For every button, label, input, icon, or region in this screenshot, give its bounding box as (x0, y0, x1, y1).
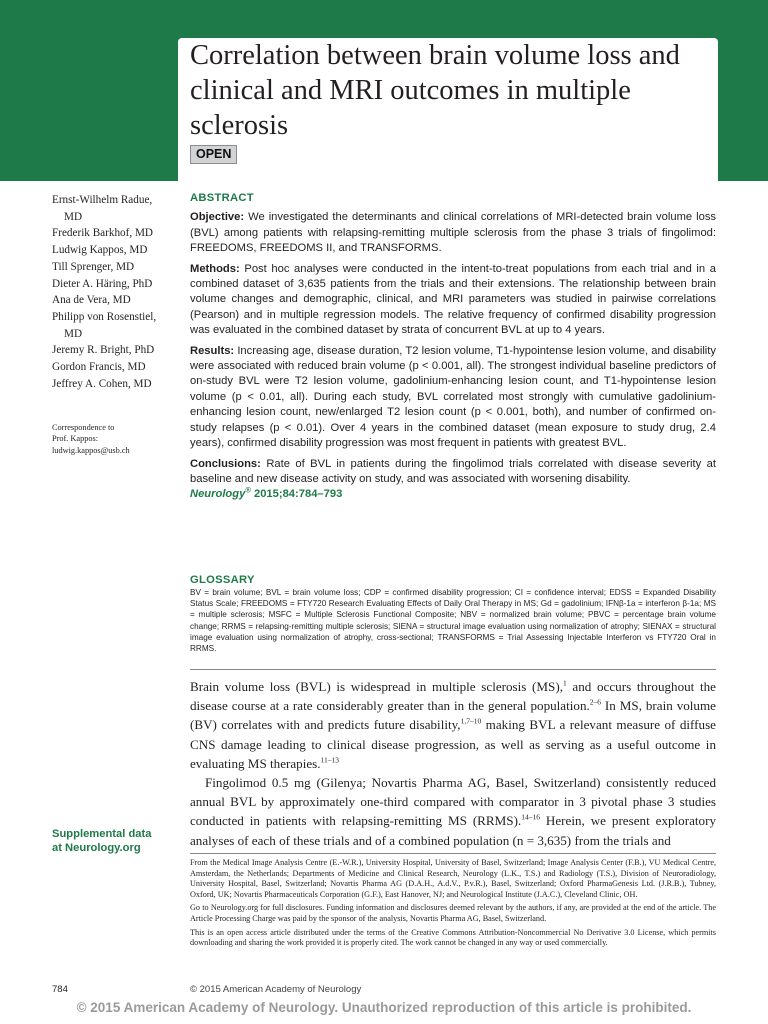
article-body (190, 677, 716, 850)
author-degree: MD (64, 327, 83, 340)
abstract-heading: ABSTRACT (190, 192, 254, 204)
footnote-disclosures: Go to Neurology.org for full disclosures. Funding information and disclosures deemed relevant by the authors, if any, are provided at the end of the article. The Article Processing Charge was paid by the sponsor of the analysis, Novartis Pharma AG, Basel, Switzerland. (190, 903, 716, 923)
citation-details: 2015;84:784–793 (250, 488, 343, 501)
copyright-line: © 2015 American Academy of Neurology (190, 984, 362, 995)
author-name: Ludwig Kappos, MD (52, 244, 148, 257)
title-box (178, 38, 718, 181)
abstract-objective (190, 210, 716, 256)
footnotes (190, 858, 716, 952)
glossary-divider (190, 669, 716, 670)
results-label: Results: (190, 344, 235, 357)
author-name: Frederik Barkhof, MD (52, 227, 153, 240)
correspondence-label: Correspondence to (52, 423, 115, 432)
author-name: Philipp von Rosenstiel, (52, 310, 157, 323)
correspondence-name: Prof. Kappos: (52, 434, 99, 444)
author-name: Ana de Vera, MD (52, 294, 131, 307)
copyright-watermark: © 2015 American Academy of Neurology. Unauthorized reproduction of this article is prohibited. (76, 1000, 692, 1015)
body-paragraph: Brain volume loss (BVL) is widespread in multiple sclerosis (MS),$^1$ and occurs throughout the disease course at a rate considerably greater than in the general population.$^{2-6}$ In MS, brain volume (BV) correlates with and predicts future disability,$^{1,7-10}$ making BVL a relevant measure of diffuse CNS damage leading to clinical disease progression, as well as serving as a useful outcome in evaluating MS therapies.$^{11-13}$ (190, 678, 716, 771)
footnote-license: This is an open access article distributed under the terms of the Creative Commons Attribution-Noncommercial No Derivative 3.0 License, which permits downloading and sharing the work provided it is properly cited. The work cannot be changed in any way or used commercially. (190, 927, 716, 948)
page-number: 784 (52, 984, 68, 995)
citation-reg: ® (245, 485, 251, 495)
abstract-results (190, 344, 716, 452)
results-text: Increasing age, disease duration, T2 lesion volume, T1-hypointense lesion volume, and disability were associated with reduced brain volume (p < 0.001, all). The strongest individual baseline predictors of on-study BVL were T2 lesion volume, gadolinium-enhancing lesion count, and T1-hypointense lesion volume (p < 0.01, all). During each study, BVL correlated most strongly with cumulative gadolinium-enhancing lesion count, new/enlarged T2 lesion count (p < 0.001, both), and number of confirmed on-study relapses (p < 0.01). Over 4 years in the combined dataset (mean exposure to study drug, 2.4 years), confirmed disability progression was most frequent in patients with greatest BVL. (190, 344, 716, 450)
open-access-badge: OPEN (190, 145, 237, 164)
glossary-text: BV = brain volume; BVL = brain volume loss; CDP = confirmed disability progression; CI = confidence interval; EDSS = Expanded Disability Status Scale; FREEDOMS = FTY720 Research Evaluating Effects of Daily Oral Therapy in MS; Gd = gadolinium; IFNβ-1a = interferon β-1a; MS = multiple sclerosis; MSFC = Multiple Sclerosis Functional Composite; NBV = normalized brain volume; PBVC = percentage brain volume change; RRMS = relapsing-remitting multiple sclerosis; SIENA = structural image evaluation using normalization of atrophy; SIENAX = structural image evaluation using normalization of atrophy, cross-sectional; TRANSFORMS = Trial Assessing Injectable Interferon vs FTY720 Oral in RRMS. (190, 588, 716, 654)
methods-text: Post hoc analyses were conducted in the intent-to-treat populations from each trial and in a combined dataset of 3,635 patients from the trials and their extensions. The relationship between brain volume changes and demographic, clinical, and MRI parameters was studied in pairwise correlations (Pearson) and in multiple regression models. The relative frequency of confirmed disability progression was evaluated in the combined dataset by strata of concurrent BVL at up to 4 years. (190, 262, 717, 337)
correspondence-block (52, 422, 177, 456)
author-degree: MD (64, 210, 83, 223)
author-name: Jeffrey A. Cohen, MD (52, 377, 152, 390)
abstract-methods (190, 262, 716, 339)
author-name: Till Sprenger, MD (52, 260, 135, 273)
article-title: Correlation between brain volume loss and clinical and MRI outcomes in multiple sclerosis (190, 40, 680, 141)
abstract (190, 191, 716, 503)
glossary (190, 574, 716, 654)
supplemental-link[interactable]: Supplemental data at Neurology.org (52, 828, 152, 854)
conclusions-text: Rate of BVL in patients during the fingolimod trials correlated with disease severity at baseline and new disease activity on study, and was associated with worsening disability. (190, 457, 716, 485)
citation (190, 487, 716, 502)
methods-label: Methods: (190, 262, 240, 275)
author-name: Ernst-Wilhelm Radue, (52, 194, 153, 206)
author-name: Jeremy R. Bright, PhD (52, 344, 155, 357)
glossary-heading: GLOSSARY (190, 574, 255, 586)
abstract-conclusions (190, 457, 716, 488)
footnote-affiliations: From the Medical Image Analysis Centre (E.-W.R.), University Hospital, University of Basel, Switzerland; Image Analysis Center (F.B.), VU Medical Centre, Amsterdam, the Netherlands; Departments of Medicine and Clinical Research, Neurology (L.K., T.S.) and Radiology (T.S.), Division of Neuroradiology, University Hospital, Basel, Switzerland; Novartis Pharma AG (D.A.H., A.d.V., P.v.R.), Basel, Switzerland; Oxford PharmaGenesis Ltd. (J.R.B.), Tubney, Oxford, UK; Novartis Pharmaceuticals Corporation (G.F.), East Hanover, NJ; and Neurological Institute (J.A.C.), Cleveland Clinic, OH. (190, 858, 716, 899)
objective-label: Objective: (190, 211, 245, 224)
objective-text: We investigated the determinants and clinical correlations of MRI-detected brain volume loss (BVL) among patients with relapsing-remitting multiple sclerosis from the phase 3 trials of fingolimod: FREEDOMS, FREEDOMS II, and TRANSFORMS. (190, 211, 717, 255)
citation-journal: Neurology (190, 488, 246, 501)
body-paragraph: Fingolimod 0.5 mg (Gilenya; Novartis Pharma AG, Basel, Switzerland) consistently reduced annual BVL by approximately one-third compared with comparator in 3 pivotal phase 3 studies conducted in patients with relapsing-remitting MS (RRMS).$^{14-16}$ Herein, we present exploratory analyses of each of these trials and of a combined population (n = 3,635) from the trials and (190, 775, 716, 848)
footnote-divider (190, 853, 716, 854)
author-name: Dieter A. Häring, PhD (52, 277, 153, 290)
author-name: Gordon Francis, MD (52, 361, 146, 374)
conclusions-label: Conclusions: (190, 457, 261, 470)
author-list (52, 192, 172, 392)
correspondence-email[interactable]: ludwig.kappos@usb.ch (52, 445, 130, 455)
